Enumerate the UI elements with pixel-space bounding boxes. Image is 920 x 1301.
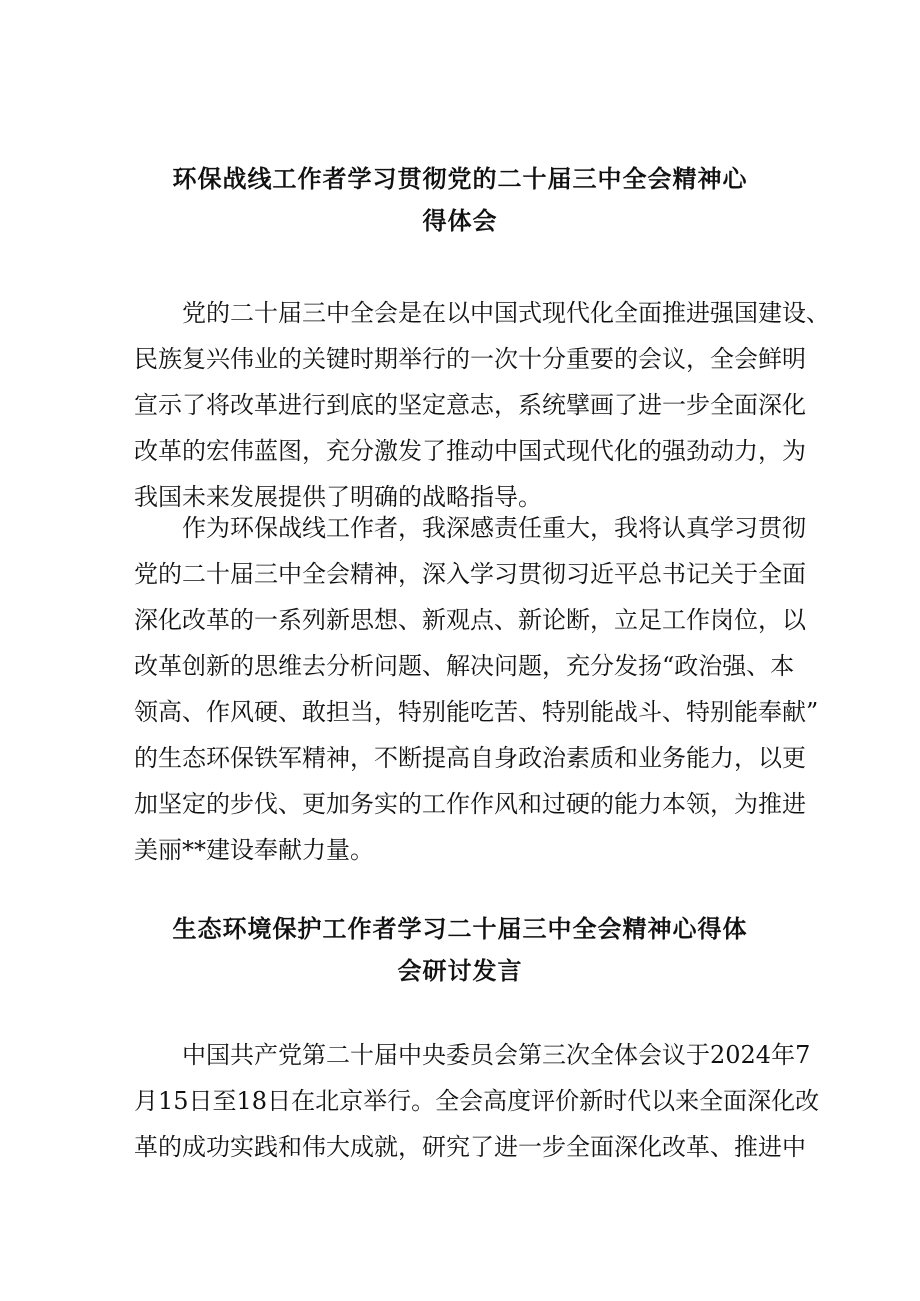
section-2-title xyxy=(120,908,800,992)
section-2-paragraph-1 xyxy=(134,1032,820,1170)
paragraph-line: 我国未来发展提供了明确的战略指导。 xyxy=(134,483,542,511)
title-line: 环保战线工作者学习贯彻党的二十届三中全会精神心 xyxy=(172,165,748,193)
paragraph-line: 革的成功实践和伟大成就，研究了进一步全面深化改革、推进中 xyxy=(134,1133,806,1161)
paragraph-line: 加坚定的步伐、更加务实的工作作风和过硬的能力本领，为推进 xyxy=(134,790,806,818)
title-line: 得体会 xyxy=(422,207,498,235)
paragraph-line: 中国共产党第二十届中央委员会第三次全体会议于2024年7 xyxy=(182,1041,811,1069)
title-line: 生态环境保护工作者学习二十届三中全会精神心得体 xyxy=(172,915,748,943)
paragraph-line: 党的二十届三中全会是在以中国式现代化全面推进强国建设、 xyxy=(182,299,830,327)
paragraph-line: 党的二十届三中全会精神，深入学习贯彻习近平总书记关于全面 xyxy=(134,560,806,588)
paragraph-line: 的生态环保铁军精神，不断提高自身政治素质和业务能力，以更 xyxy=(134,744,806,772)
title-line: 会研讨发言 xyxy=(397,957,523,985)
paragraph-line: 美丽**建设奉献力量。 xyxy=(134,836,374,864)
paragraph-line: 改革创新的思维去分析问题、解决问题，充分发扬“政治强、本 xyxy=(134,652,795,680)
paragraph-line: 作为环保战线工作者，我深感责任重大，我将认真学习贯彻 xyxy=(182,514,806,542)
paragraph-line: 宣示了将改革进行到底的坚定意志，系统擘画了进一步全面深化 xyxy=(134,391,806,419)
paragraph-line: 深化改革的一系列新思想、新观点、新论断，立足工作岗位，以 xyxy=(134,606,806,634)
paragraph-line: 领高、作风硬、敢担当，特别能吃苦、特别能战斗、特别能奉献” xyxy=(134,698,819,726)
paragraph-line: 改革的宏伟蓝图，充分激发了推动中国式现代化的强劲动力，为 xyxy=(134,437,806,465)
section-1-paragraph-2 xyxy=(134,505,819,873)
section-1-paragraph-1 xyxy=(134,290,830,520)
paragraph-line: 民族复兴伟业的关键时期举行的一次十分重要的会议，全会鲜明 xyxy=(134,345,806,373)
paragraph-line: 月15日至18日在北京举行。全会高度评价新时代以来全面深化改 xyxy=(134,1087,820,1115)
section-1-title xyxy=(120,158,800,242)
